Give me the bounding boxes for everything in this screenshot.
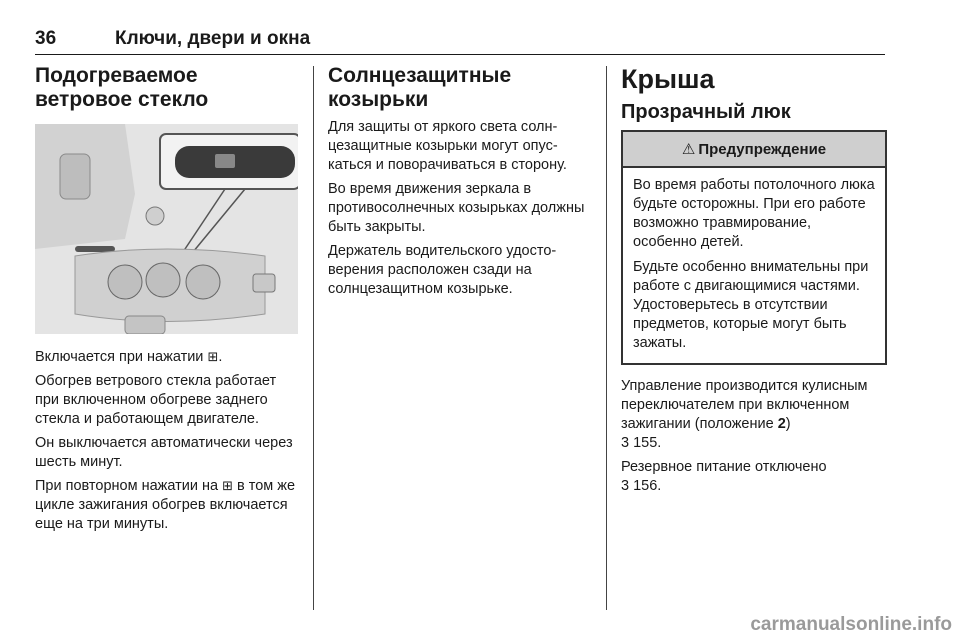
warning-header <box>623 132 885 168</box>
column-heated-windscreen <box>35 64 300 539</box>
paragraph: Резервное питание отключено 3 156. <box>621 459 827 494</box>
windscreen-heat-icon: ⊞ <box>207 350 219 365</box>
dashboard-drawing <box>35 124 298 334</box>
paragraph: При повторном нажатии на ⊞ в том же цикле зажигания обогрев включается еще на три минуты. <box>35 478 296 532</box>
section-heading: Подогреваемое ветровое стекло <box>35 64 209 111</box>
watermark: carmanualsonline.info <box>750 614 952 635</box>
paragraph: Для защиты от яркого света солнцезащитные козырьки могут опускаться и поворачиваться в сторону. <box>328 119 567 173</box>
dashboard-illustration <box>35 124 298 334</box>
column-divider <box>606 66 607 610</box>
page-reference: 3 155. <box>621 435 662 451</box>
paragraph: Во время работы потолочного люка будьте осторожны. При его работе возможно травмирование, особенно детей. <box>633 177 875 250</box>
warning-icon: ⚠ <box>681 141 696 158</box>
section-heading: Прозрачный люк <box>621 101 791 123</box>
warning-box <box>621 130 887 365</box>
paragraph: Во время движения зеркала в противосолнечных козырьках должны быть закрыты. <box>328 181 585 235</box>
paragraph: Обогрев ветрового стекла работает при включенном обогреве заднего стекла и работающем двигателе. <box>35 373 277 427</box>
windscreen-heat-icon: ⊞ <box>222 479 233 494</box>
paragraph: Держатель водительского удостоверения расположен сзади на солнцезащитном козырьке. <box>328 243 557 297</box>
chapter-title: Ключи, двери и окна <box>115 28 311 49</box>
warning-body <box>623 168 885 363</box>
paragraph: Управление производится кулисным переключателем при включенном зажигании (положение 2) 3 155. <box>621 378 868 451</box>
page-number: 36 <box>35 28 57 49</box>
page-reference: 3 156. <box>621 478 662 494</box>
column-divider <box>313 66 314 610</box>
chapter-heading: Крыша <box>621 64 715 94</box>
column-roof <box>621 64 887 501</box>
column-sun-visors <box>328 64 590 304</box>
paragraph: Будьте особенно внимательны при работе с двигающимися частями. Удостоверьтесь в отсутствии предметов, которые могут быть зажаты. <box>633 259 869 351</box>
paragraph: Он выключается автоматически через шесть минут. <box>35 435 293 470</box>
section-heading: Солнцезащитные козырьки <box>328 64 512 111</box>
warning-title: Предупреждение <box>698 140 827 158</box>
paragraph: Включается при нажатии ⊞. <box>35 349 223 365</box>
page-header <box>35 28 885 55</box>
